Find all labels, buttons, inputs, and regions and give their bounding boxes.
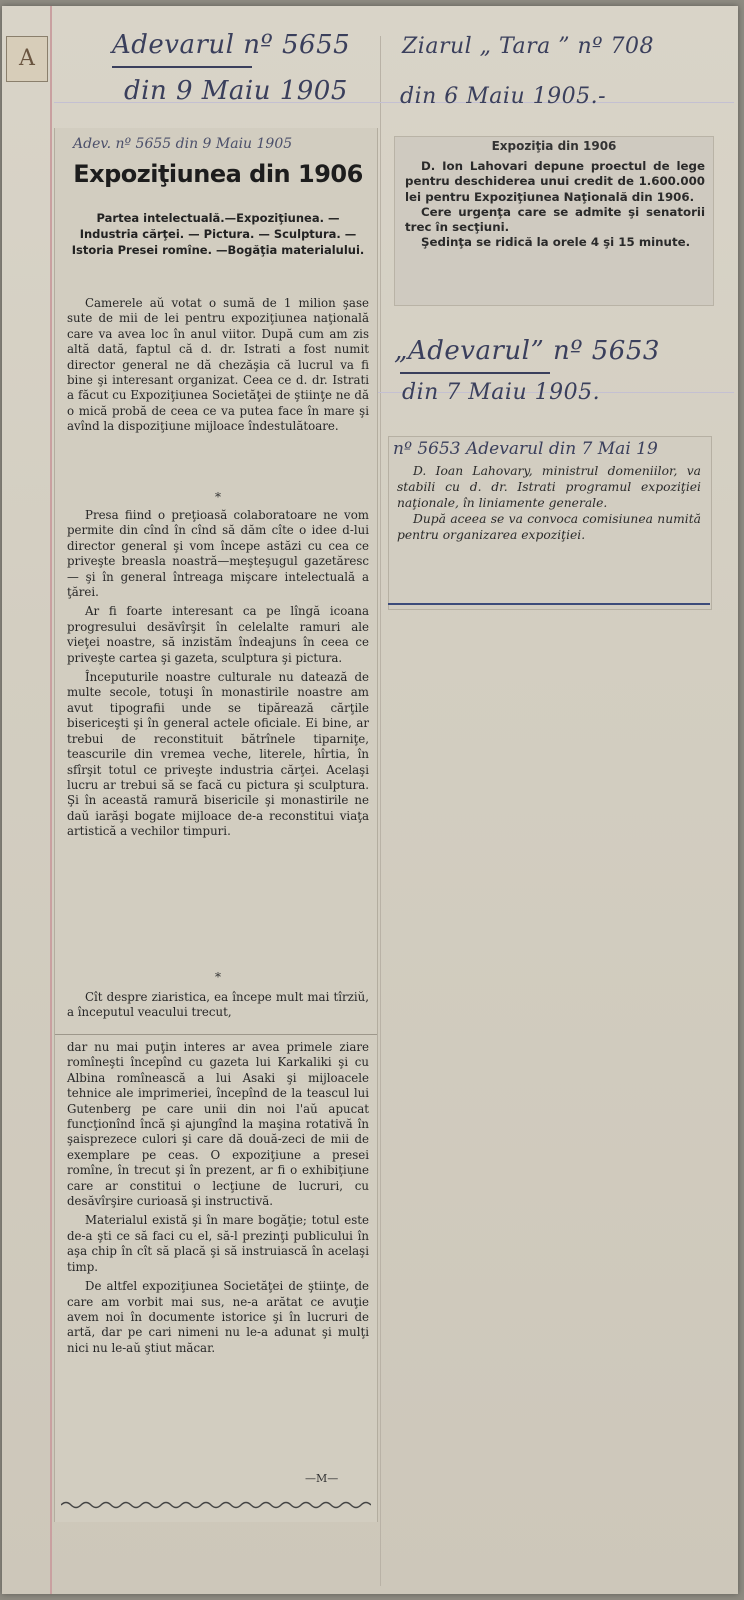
article-body-4 — [67, 1040, 369, 1356]
article-body-2 — [67, 508, 369, 840]
article-headline: Expoziţiunea din 1906 — [73, 160, 363, 188]
article-subhead: Partea intelectuală.—Expoziţiunea. — Industria cărţei. — Pictura. — Sculptura. —Istoria Presei romîne. —Bogăţia materialului. — [71, 211, 365, 257]
article-paragraph: Presa fiind o preţioasă colaboratoare ne vom permite din cînd în cînd să dăm cîte o idee d-lui director general şi vom începe astăzi cu cea ce priveşte breasla noastră—meşteşugul gazetăresc — şi în general întreaga mişcare intelectuală a ţărei. — [67, 508, 369, 600]
clipping-paragraph: După aceea se va convoca comisiunea numită pentru organizarea expoziţiei. — [397, 512, 701, 542]
handwritten-date-right-2: din 7 Maiu 1905. — [402, 380, 601, 405]
clipping-paragraph: D. Ion Lahovari depune proectul de lege pentru deschiderea unui credit de 1.600.000 lei pentru Expoziţiunea Naţională din 1906. — [405, 159, 705, 204]
notebook-page — [2, 6, 738, 1594]
article-signature: —M— — [305, 1472, 339, 1485]
clipping-title: Expoziţia din 1906 — [491, 139, 617, 153]
article-paragraph: Materialul există şi în mare bogăţie; totul este de-a şti ce să faci cu el, să-l prezinţi publicului în aşa chip în cît să placă şi să instruiască în acelaşi timp. — [67, 1213, 369, 1274]
decorative-wave-border — [61, 1500, 371, 1510]
article-body-1 — [67, 296, 369, 435]
ink-underline — [388, 603, 710, 605]
page-tab-letter: A — [6, 36, 48, 82]
article-paragraph: De altfel expoziţiunea Societăţei de ştiinţe, de care am vorbit mai sus, ne-a arătat ce avuţie avem noi în documente istorice şi în lucruri de artă, dar pe cari nimeni nu le-a adunat şi mulţi nici nu le-aŭ ştiut măcar. — [67, 1279, 369, 1355]
handwritten-underline — [112, 66, 252, 68]
handwritten-date-right: din 6 Maiu 1905.- — [400, 84, 607, 109]
article-paragraph: Ar fi foarte interesant ca pe lîngă icoana progresului desăvîrşit în celelalte ramuri ale vieţei noastre, să inzistăm îndeajuns în ceea ce priveşte cartea şi gazeta, sculptura şi pictura. — [67, 604, 369, 665]
newspaper-clipping-main — [54, 128, 378, 1522]
article-paragraph: Cît despre ziaristica, ea începe mult mai tîrziŭ, a începutul veacului trecut, — [67, 990, 369, 1020]
article-paragraph: Începuturile noastre culturale nu datează de multe secole, totuşi în monastirile noastre am avut tipografii unde se tipărează cărţile bisericeşti şi în general actele oficiale. Ei bine, ar trebui de reconstituit bătrînele tiparniţe, teascurile din vremea veche, literele, hîrtia, în sfîrşit totul ce priveşte industria cărţei. Acelaşi lucru ar trebui să se facă cu pictura şi sculptura. Şi în această ramură bisericile şi monastirile ne daŭ iarăşi bogate mijloace de-a reconstitui viaţa artistică a vechilor timpuri. — [67, 670, 369, 839]
article-paragraph: Camerele aŭ votat o sumă de 1 milion şase sute de mii de lei pentru expoziţiunea naţională care va avea loc în anul viitor. După cum am zis altă dată, faptul că d. dr. Istrati a fost numit director general ne dă chezăşia că lucrul va fi bine şi interesant organizat. Ceea ce d. dr. Istrati a făcut cu Expoziţiunea Societăţei de ştiinţe ne dă o mică probă de ceea ce va putea face în mare şi avînd la dispoziţiune mijloace îndestulătoare. — [67, 296, 369, 434]
clipping-paragraph: D. Ioan Lahovary, ministrul domeniilor, va stabili cu d. dr. Istrati programul expoziţiei naţionale, în liniamente generale. — [397, 464, 701, 510]
handwritten-date-left: din 9 Maiu 1905 — [124, 76, 348, 106]
clipping-handwritten-note: Adev. nº 5655 din 9 Maiu 1905 — [73, 136, 293, 152]
handwritten-underline — [400, 372, 550, 374]
clipping-paragraph: Şedinţa se ridică la orele 4 şi 15 minute. — [421, 235, 691, 250]
clipping-join-line — [55, 1034, 377, 1035]
newspaper-clipping-tara — [394, 136, 714, 306]
newspaper-clipping-adevarul — [388, 436, 712, 610]
handwritten-source-right-2: „Adevarul” nº 5653 — [394, 336, 660, 366]
clipping-body — [405, 159, 705, 251]
page-margin-line — [50, 6, 52, 1594]
clipping-handwritten-note: nº 5653 Adevarul din 7 Mai 19 — [393, 439, 658, 459]
handwritten-source-right: Ziarul „ Tara ” nº 708 — [402, 34, 654, 59]
article-paragraph: dar nu mai puţin interes ar avea primele ziare romîneşti începînd cu gazeta lui Karkaliki şi cu Albina romînească a lui Asaki şi mijloacele tehnice ale imprimeriei, începînd de la teascul lui Gutenberg pe care unii din noi l'aŭ apucat funcţionînd încă şi ajungînd la maşina rotativă în şaisprezece culori şi care dă două-zeci de mii de exemplare pe ceas. O expoziţiune a presei romîne, în trecut şi în prezent, ar fi o exhibiţiune care ar constitui o lecţiune de lucruri, cu desăvîrşire curioasă şi instructivă. — [67, 1040, 369, 1209]
column-divider — [380, 36, 381, 1586]
handwritten-source-left: Adevarul nº 5655 — [112, 30, 351, 60]
clipping-body — [397, 463, 701, 543]
section-star: * — [215, 490, 221, 504]
clipping-paragraph: Cere urgenţa care se admite şi senatorii trec în secţiuni. — [405, 204, 705, 235]
article-body-3 — [67, 990, 369, 1021]
section-star: * — [215, 970, 221, 984]
